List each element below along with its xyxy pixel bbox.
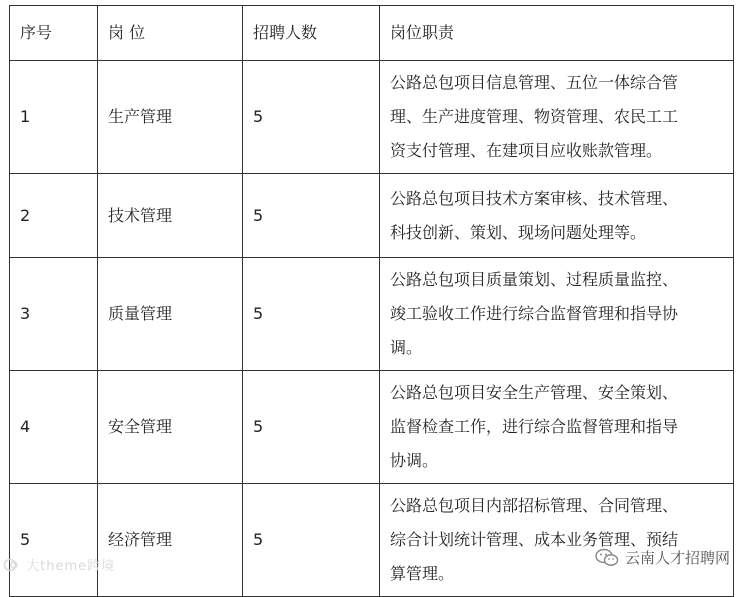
- watermark-logo-icon: [3, 558, 19, 572]
- watermark-right: [595, 547, 730, 568]
- recruitment-table-wrapper: [9, 5, 733, 597]
- header-position: 岗 位: [98, 6, 243, 61]
- cell-number: 1: [10, 61, 98, 174]
- duty-line: 科技创新、策划、现场问题处理等。: [390, 222, 647, 242]
- duty-line: 公路总包项目技术方案审核、技术管理、: [390, 188, 679, 208]
- cell-duty: [380, 484, 734, 597]
- cell-position: 安全管理: [98, 371, 243, 484]
- watermark-right-text: 云南人才招聘网: [624, 549, 730, 567]
- duty-line: 公路总包项目信息管理、五位一体综合管: [390, 73, 679, 92]
- duty-line: 监督检查工作，进行综合监督管理和指导: [390, 417, 679, 436]
- cell-number: 5: [10, 484, 98, 597]
- header-duty: 岗位职责: [380, 6, 734, 61]
- header-count: 招聘人数: [243, 6, 380, 61]
- duty-line: 公路总包项目质量策划、过程质量监控、: [390, 270, 679, 289]
- cell-number: 3: [10, 258, 98, 371]
- cell-position: 经济管理: [98, 484, 243, 597]
- cell-count: 5: [243, 258, 380, 371]
- cell-duty: [380, 371, 734, 484]
- table-row: [10, 258, 734, 371]
- duty-line: 竣工验收工作进行综合监督管理和指导协: [390, 304, 679, 323]
- duty-line: 公路总包项目安全生产管理、安全策划、: [390, 383, 679, 402]
- cell-number: 2: [10, 174, 98, 258]
- duty-line: 公路总包项目内部招标管理、合同管理、: [390, 496, 679, 515]
- duty-line: 综合计划统计管理、成本业务管理、预结: [390, 530, 679, 549]
- cell-position: 生产管理: [98, 61, 243, 174]
- duty-line: 资支付管理、在建项目应收账款管理。: [390, 141, 663, 160]
- cell-duty: [380, 61, 734, 174]
- duty-line: 算管理。: [390, 564, 455, 583]
- table-row: [10, 484, 734, 597]
- cell-count: 5: [243, 371, 380, 484]
- table-row: [10, 371, 734, 484]
- recruitment-table: [9, 5, 734, 597]
- duty-line: 协调。: [390, 451, 439, 470]
- watermark-left-text: 大theme跨境: [26, 559, 116, 574]
- cell-duty: [380, 174, 734, 258]
- cell-number: 4: [10, 371, 98, 484]
- table-header-row: [10, 6, 734, 61]
- duty-line: 理、生产进度管理、物资管理、农民工工: [390, 107, 679, 126]
- watermark-left: [3, 555, 115, 574]
- cell-count: 5: [243, 61, 380, 174]
- cell-duty: [380, 258, 734, 371]
- table-row: [10, 174, 734, 258]
- wechat-icon: [595, 548, 619, 568]
- cell-position: 质量管理: [98, 258, 243, 371]
- duty-line: 调。: [390, 338, 423, 357]
- cell-count: 5: [243, 174, 380, 258]
- header-number: 序号: [10, 6, 98, 61]
- cell-position: 技术管理: [98, 174, 243, 258]
- table-row: [10, 61, 734, 174]
- cell-count: 5: [243, 484, 380, 597]
